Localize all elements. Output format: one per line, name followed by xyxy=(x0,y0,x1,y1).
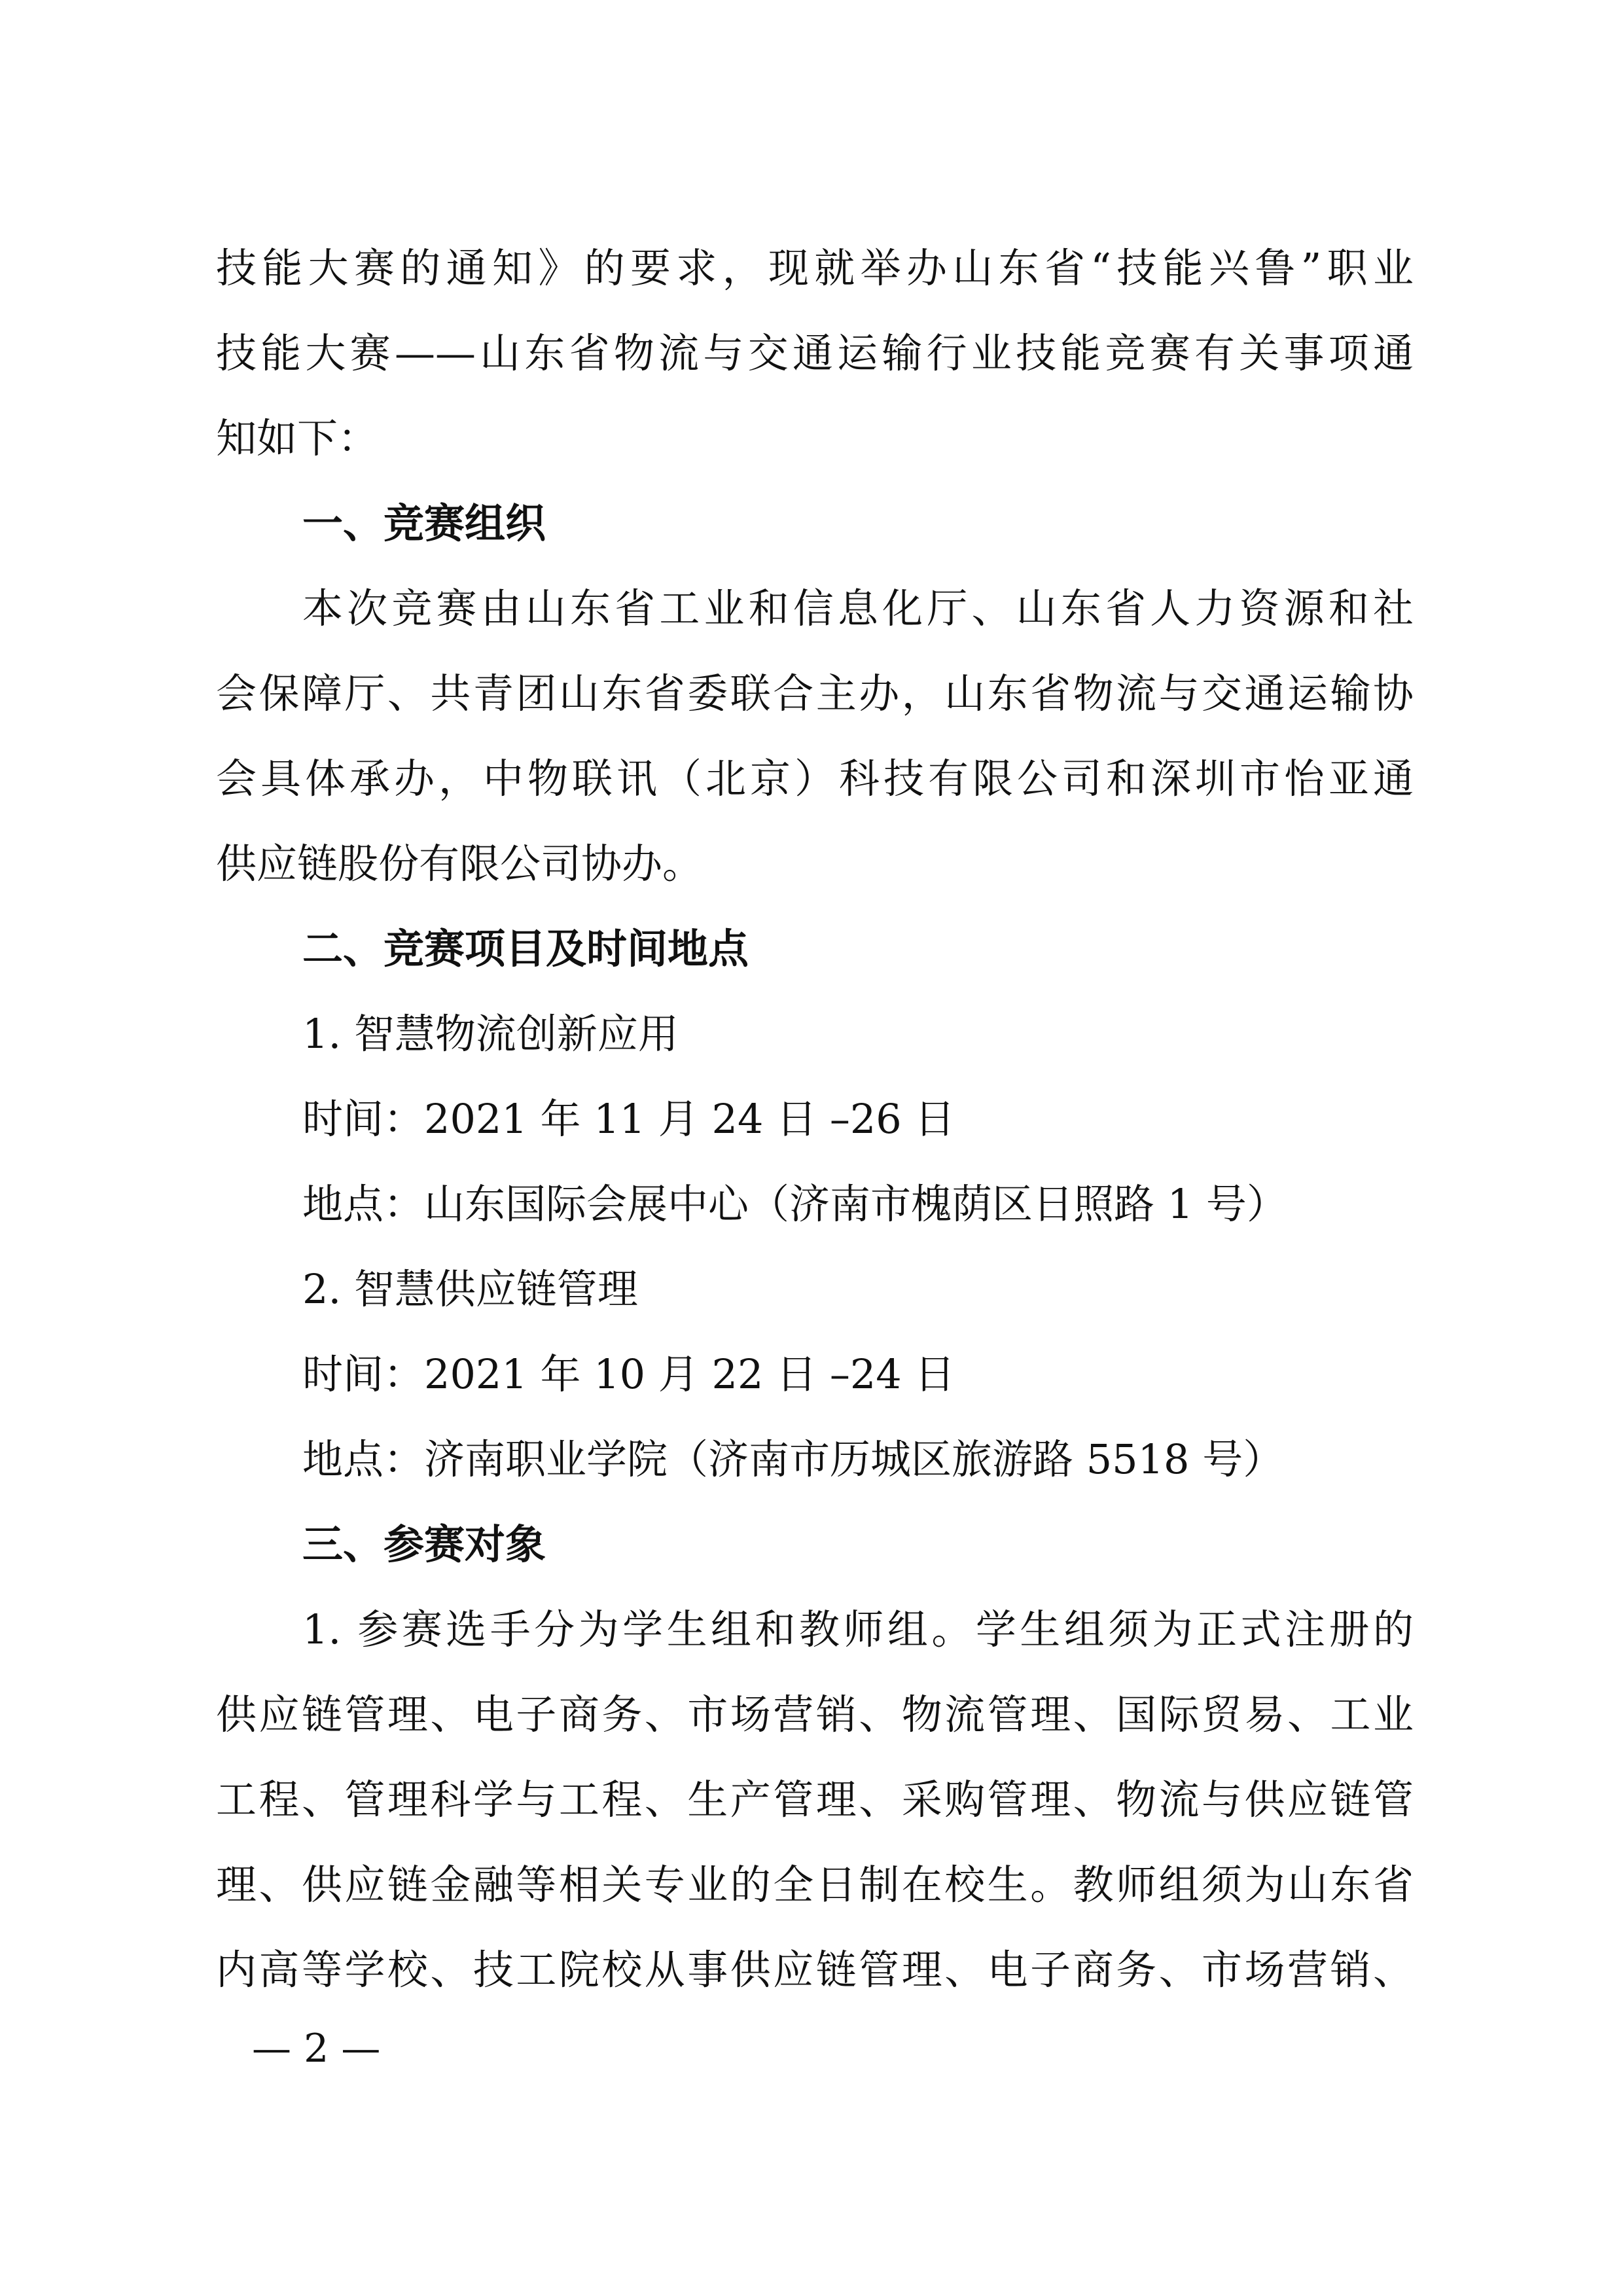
participants-line-2: 供应链管理、电子商务、市场营销、物流管理、国际贸易、工业 xyxy=(216,1691,1414,1738)
project-1-time: 时间：2021 年 11 月 24 日 –26 日 xyxy=(302,1095,955,1143)
participants-line-5: 内高等学校、技工院校从事供应链管理、电子商务、市场营销、 xyxy=(216,1946,1414,1994)
intro-line-2: 技能大赛——山东省物流与交通运输行业技能竞赛有关事项通 xyxy=(216,329,1414,377)
project-2-place: 地点：济南职业学院（济南市历城区旅游路 5518 号） xyxy=(302,1435,1284,1483)
project-2-time: 时间：2021 年 10 月 22 日 –24 日 xyxy=(302,1350,955,1398)
organization-line-1: 本次竞赛由山东省工业和信息化厅、山东省人力资源和社 xyxy=(302,584,1414,632)
organization-line-4: 供应链股份有限公司协办。 xyxy=(216,840,704,888)
participants-line-4: 理、供应链金融等相关专业的全日制在校生。教师组须为山东省 xyxy=(216,1861,1414,1909)
page-number: — 2 — xyxy=(252,2026,381,2072)
intro-line-1: 技能大赛的通知》的要求，现就举办山东省“技能兴鲁”职业 xyxy=(216,244,1414,292)
project-2-title: 2. 智慧供应链管理 xyxy=(302,1265,638,1313)
participants-line-3: 工程、管理科学与工程、生产管理、采购管理、物流与供应链管 xyxy=(216,1776,1414,1823)
organization-line-2: 会保障厅、共青团山东省委联合主办，山东省物流与交通运输协 xyxy=(216,670,1414,717)
section-heading-organization: 一、竞赛组织 xyxy=(302,499,546,547)
section-heading-projects: 二、竞赛项目及时间地点 xyxy=(302,925,749,973)
intro-line-3: 知如下： xyxy=(216,414,379,462)
project-1-place: 地点：山东国际会展中心（济南市槐荫区日照路 1 号） xyxy=(302,1180,1287,1228)
section-heading-participants: 三、参赛对象 xyxy=(302,1520,546,1568)
organization-line-3: 会具体承办，中物联讯（北京）科技有限公司和深圳市怡亚通 xyxy=(216,755,1414,802)
project-1-title: 1. 智慧物流创新应用 xyxy=(302,1010,679,1058)
participants-line-1: 1. 参赛选手分为学生组和教师组。学生组须为正式注册的 xyxy=(302,1605,1414,1653)
